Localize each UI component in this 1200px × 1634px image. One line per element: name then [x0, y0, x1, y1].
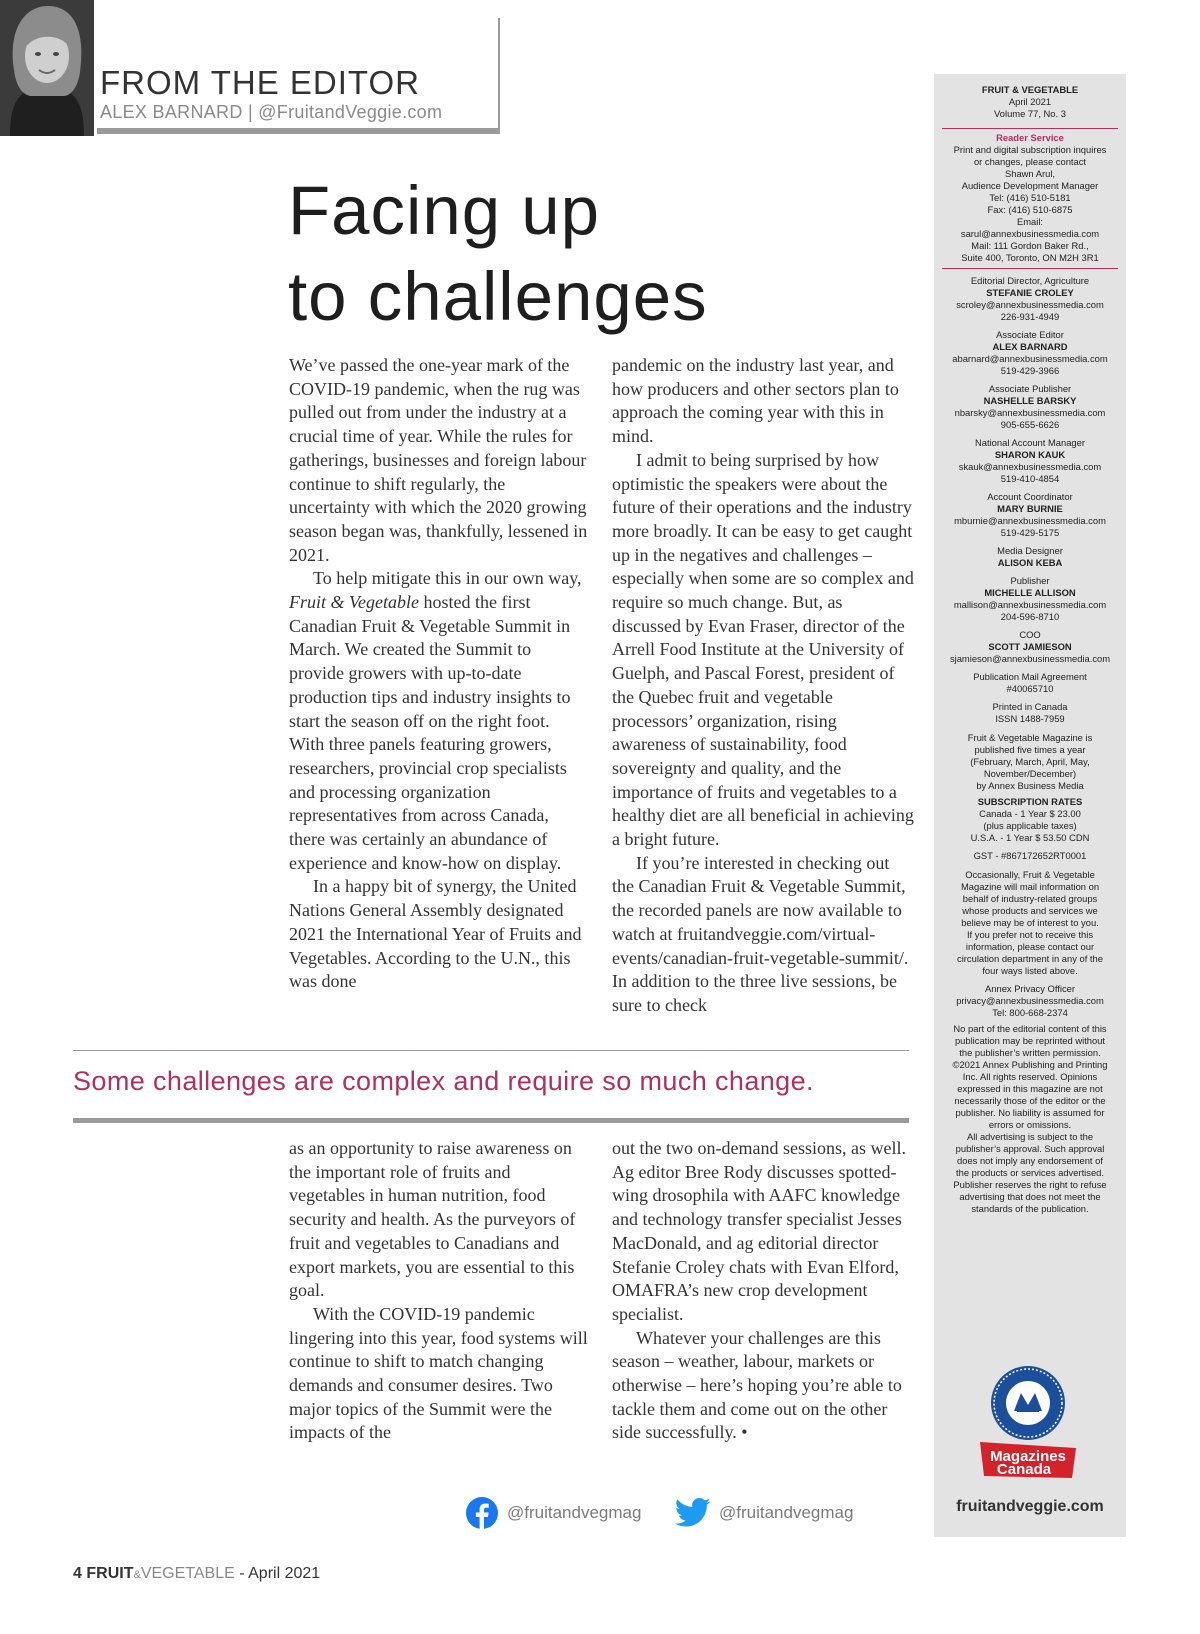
byline: ALEX BARNARD | @FruitandVeggie.com	[100, 102, 443, 122]
legal-notice	[936, 1023, 1124, 1215]
subscription-title: SUBSCRIPTION RATES	[977, 796, 1083, 807]
staff-phone: 204-596-8710	[1000, 611, 1060, 622]
legal-line: the products or services advertised.	[956, 1167, 1104, 1178]
legal-line: ©2021 Annex Publishing and Printing	[952, 1059, 1108, 1070]
staff-name: ALEX BARNARD	[992, 341, 1068, 352]
paragraph: In a happy bit of synergy, the United Nations General Assembly designated 2021 the International Year of Fruits and Vegetables. According to the U.N., this was done	[289, 876, 582, 992]
reader-service-line: Tel: (416) 510-5181	[989, 192, 1071, 203]
paragraph: We’ve passed the one-year mark of the COVID-19 pandemic, when the rug was pulled out from under the industry at a crucial time of year. While the rules for gatherings, businesses and foreign labour continue to shift regularly, the uncertainty with which the 2020 growing season began was, thankfully, lessened in 2021.	[289, 355, 588, 565]
paragraph: If you’re interested in checking out the Canadian Fruit & Vegetable Summit, the recorded panels are now available to watch at fruitandveggie.com/virtual-events/canadian-fruit-vegetable-summit/. In addition to the three live sessions, be sure to check	[612, 852, 909, 1015]
staff-entry	[936, 575, 1124, 623]
page-folio	[73, 1565, 320, 1583]
subscription-rates	[936, 796, 1124, 844]
page-number: 4	[73, 1565, 82, 1582]
mail-notice-line: If you prefer not to receive this	[966, 929, 1094, 940]
staff-entry	[936, 491, 1124, 539]
staff-role: Account Coordinator	[987, 491, 1073, 502]
frequency-line: Fruit & Vegetable Magazine is	[967, 732, 1093, 743]
legal-line: standards of the publication.	[971, 1203, 1089, 1214]
staff-role: Associate Publisher	[988, 383, 1072, 394]
staff-role: Publisher	[1010, 575, 1050, 586]
legal-line: publication may be reprinted without	[954, 1035, 1106, 1046]
mail-notice-line: Magazine will mail information on	[960, 881, 1100, 892]
reader-service-title: Reader Service	[996, 132, 1064, 143]
staff-entry	[936, 545, 1124, 569]
magazine-name-amp: &	[133, 1569, 141, 1581]
reader-service-line: Shawn Arul,	[1004, 168, 1056, 179]
mail-notice-line: circulation department in any of the	[957, 953, 1103, 964]
paragraph	[289, 567, 589, 875]
staff-name: STEFANIE CROLEY	[986, 287, 1074, 298]
printed-in-label: Printed in Canada	[992, 701, 1068, 712]
header-divider-horizontal	[97, 128, 500, 134]
paragraph-part: To help mitigate this in our own way, Fruit & Vegetable hosted the first Canadian Fruit & Vegetable Summit in March. We created the Summit to provide growers with up-to-date production tips and industry insights to start the season off on the right foot. With three panels featuring growers, researchers, provincial crop specialists and processing organization representatives from across Canada, there was certainly an abundance of experience and know-how on display.	[289, 568, 582, 873]
masthead-rule	[942, 128, 1118, 129]
mail-notice-line: whose products and services we	[962, 905, 1098, 916]
headline-line-2: to challenges	[288, 258, 708, 335]
staff-entry	[936, 275, 1124, 323]
editor-photo	[0, 0, 94, 136]
masthead-issue-date: April 2021	[1008, 96, 1052, 107]
masthead-pub-name: FRUIT & VEGETABLE	[981, 84, 1079, 95]
magazine-title-italic: Fruit & Vegetable	[289, 592, 419, 613]
staff-role: Media Designer	[997, 545, 1063, 556]
pub-mail-label: Publication Mail Agreement	[973, 671, 1087, 682]
website-url[interactable]: fruitandveggie.com	[956, 1498, 1104, 1515]
frequency-line: by Annex Business Media	[976, 780, 1084, 791]
legal-line: does not imply any endorsement of	[957, 1155, 1103, 1166]
staff-name: ALISON KEBA	[997, 557, 1063, 568]
reader-service-line: Mail: 111 Gordon Baker Rd.,	[971, 240, 1089, 251]
staff-name: SCOTT JAMIESON	[988, 641, 1072, 652]
masthead-volume: Volume 77, No. 3	[994, 108, 1066, 119]
staff-phone: 905-655-6626	[1000, 419, 1060, 430]
article-column-1-bottom	[289, 1137, 589, 1445]
staff-entry	[936, 629, 1124, 665]
staff-phone: 519-410-4854	[1000, 473, 1060, 484]
svg-text:Magazines: Magazines	[990, 1448, 1066, 1465]
article-headline	[288, 168, 708, 340]
section-title: FROM THE EDITOR	[100, 64, 420, 101]
reader-service-line: Suite 400, Toronto, ON M2H 3R1	[961, 252, 1099, 263]
paragraph: I admit to being surprised by how optimistic the speakers were about the future of their operations and the industry more broadly. It can be easy to get caught up in the negatives and challenges – especially when some are so complex and require so much change. But, as discussed by Evan Fraser, director of the Arrell Food Institute at the University of Guelph, and Pascal Forest, president of the Quebec fruit and vegetable processors’ organization, rising awareness of sustainability, food sovereignty and quality, and the importance of fruits and vegetables to a healthy diet are all beneficial in achieving a bright future.	[612, 449, 914, 850]
article-column-2-top	[612, 354, 914, 1018]
masthead-pub-info	[936, 84, 1124, 120]
staff-role: National Account Manager	[975, 437, 1085, 448]
legal-line: necessarily those of the editor or the	[954, 1095, 1106, 1106]
staff-name: MARY BURNIE	[997, 503, 1063, 514]
ccab-seal	[990, 1365, 1066, 1441]
privacy-email: privacy@annexbusinessmedia.com	[956, 995, 1104, 1006]
staff-email: scroley@annexbusinessmedia.com	[956, 299, 1104, 310]
issn: ISSN 1488-7959	[995, 713, 1065, 724]
staff-email: sjamieson@annexbusinessmedia.com	[949, 653, 1111, 664]
facebook-handle[interactable]: @fruitandvegmag	[507, 1503, 642, 1522]
printed-in	[936, 701, 1124, 725]
privacy-officer	[936, 983, 1124, 1019]
mail-notice-line: information, please contact our	[965, 941, 1095, 952]
staff-name: SHARON KAUK	[994, 449, 1066, 460]
reader-service-line: or changes, please contact	[973, 156, 1087, 167]
paragraph: pandemic on the industry last year, and how producers and other sectors plan to approach the coming year with this in mind.	[612, 355, 899, 447]
privacy-phone: Tel: 800-668-2374	[992, 1007, 1068, 1018]
reader-service-line: Print and digital subscription inquires	[953, 144, 1107, 155]
mail-notice-line: believe may be of interest to you.	[961, 917, 1099, 928]
paragraph: Whatever your challenges are this season – weather, labour, markets or otherwise – here’s hoping you’re able to tackle them and come out on the other side successfully. •	[612, 1327, 902, 1443]
magazine-name-fruit: FRUIT	[86, 1565, 134, 1582]
legal-line: publisher. No liability is assumed for	[955, 1107, 1105, 1118]
paragraph: With the COVID-19 pandemic lingering into this year, food systems will continue to shift to match changing demands and consumer desires. Two major topics of the Summit were the impacts of the	[289, 1303, 588, 1443]
legal-line: All advertising is subject to the	[966, 1131, 1094, 1142]
publishing-frequency	[936, 732, 1124, 792]
frequency-line: published five times a year	[974, 744, 1086, 755]
mail-notice-line: four ways listed above.	[982, 965, 1078, 976]
mail-notice-line: behalf of industry-related groups	[962, 893, 1098, 904]
legal-line: expressed in this magazine are not	[957, 1083, 1103, 1094]
pull-quote: Some challenges are complex and require so much change.	[73, 1066, 814, 1096]
footer-issue: - April 2021	[239, 1565, 321, 1582]
staff-name: NASHELLE BARSKY	[983, 395, 1077, 406]
paragraph: as an opportunity to raise awareness on the important role of fruits and vegetables in human nutrition, food security and health. As the purveyors of fruit and vegetables to Canadians and export markets, you are essential to this goal.	[289, 1138, 576, 1301]
reader-service-line: Email:	[1016, 216, 1044, 227]
staff-entry	[936, 329, 1124, 377]
twitter-icon[interactable]	[675, 1498, 711, 1533]
header-divider-vertical	[498, 18, 500, 134]
masthead-rule	[942, 268, 1118, 269]
gst-number: GST - #867172652RT0001	[973, 850, 1087, 861]
staff-email: abarnard@annexbusinessmedia.com	[952, 353, 1108, 364]
publication-mail	[936, 671, 1124, 695]
staff-phone: 226-931-4949	[1000, 311, 1060, 322]
reader-service-line: Fax: (416) 510-6875	[987, 204, 1073, 215]
legal-line: advertising that does not meet the	[959, 1191, 1101, 1202]
mail-notice-line: Occasionally, Fruit & Vegetable	[965, 869, 1095, 880]
facebook-icon[interactable]	[466, 1497, 498, 1534]
staff-email: mallison@annexbusinessmedia.com	[953, 599, 1107, 610]
pull-quote-rule-top	[73, 1050, 909, 1051]
mail-notice	[936, 869, 1124, 977]
staff-email: nbarsky@annexbusinessmedia.com	[954, 407, 1106, 418]
article-column-1-top	[289, 354, 589, 994]
article-column-2-bottom	[612, 1137, 914, 1445]
pull-quote-rule-bottom	[73, 1118, 909, 1123]
staff-name: MICHELLE ALLISON	[984, 587, 1076, 598]
magazine-name-vegetable: VEGETABLE	[140, 1565, 235, 1582]
staff-role: Editorial Director, Agriculture	[970, 275, 1090, 286]
legal-line: Inc. All rights reserved. Opinions	[962, 1071, 1098, 1082]
svg-text:Canada: Canada	[996, 1461, 1052, 1478]
staff-role: Associate Editor	[996, 329, 1064, 340]
reader-service-email: sarul@annexbusinessmedia.com	[960, 228, 1100, 239]
reader-service	[936, 132, 1124, 264]
headline-line-1: Facing up	[288, 172, 601, 249]
subscription-line: U.S.A. - 1 Year $ 53.50 CDN	[970, 832, 1090, 843]
staff-email: mburnie@annexbusinessmedia.com	[954, 515, 1106, 526]
paragraph: out the two on-demand sessions, as well. Ag editor Bree Rody discusses spotted-wing drosophila with AAFC knowledge and technology transfer specialist Jesses MacDonald, and ag editorial director Stefanie Croley chats with Evan Elford, OMAFRA’s new crop development specialist.	[612, 1138, 906, 1324]
privacy-line: Annex Privacy Officer	[985, 983, 1075, 994]
legal-line: errors or omissions.	[988, 1119, 1072, 1130]
staff-phone: 519-429-3966	[1000, 365, 1060, 376]
legal-line: No part of the editorial content of this	[953, 1023, 1107, 1034]
reader-service-line: Audience Development Manager	[961, 180, 1099, 191]
twitter-handle[interactable]: @fruitandvegmag	[719, 1503, 854, 1522]
legal-line: Publisher reserves the right to refuse	[953, 1179, 1107, 1190]
frequency-line: November/December)	[983, 768, 1077, 779]
staff-entry	[936, 383, 1124, 431]
subscription-line: (plus applicable taxes)	[983, 820, 1077, 831]
staff-entry	[936, 437, 1124, 485]
subscription-line: Canada - 1 Year $ 23.00	[979, 808, 1081, 819]
pub-mail-number: #40065710	[1006, 683, 1054, 694]
staff-phone: 519-429-5175	[1000, 527, 1060, 538]
legal-line: publisher’s approval. Such approval	[955, 1143, 1105, 1154]
frequency-line: (February, March, April, May,	[970, 756, 1090, 767]
staff-role: COO	[1019, 629, 1041, 640]
legal-line: the publisher’s written permission.	[959, 1047, 1101, 1058]
staff-email: skauk@annexbusinessmedia.com	[958, 461, 1102, 472]
magazines-canada-logo	[978, 1440, 1078, 1480]
